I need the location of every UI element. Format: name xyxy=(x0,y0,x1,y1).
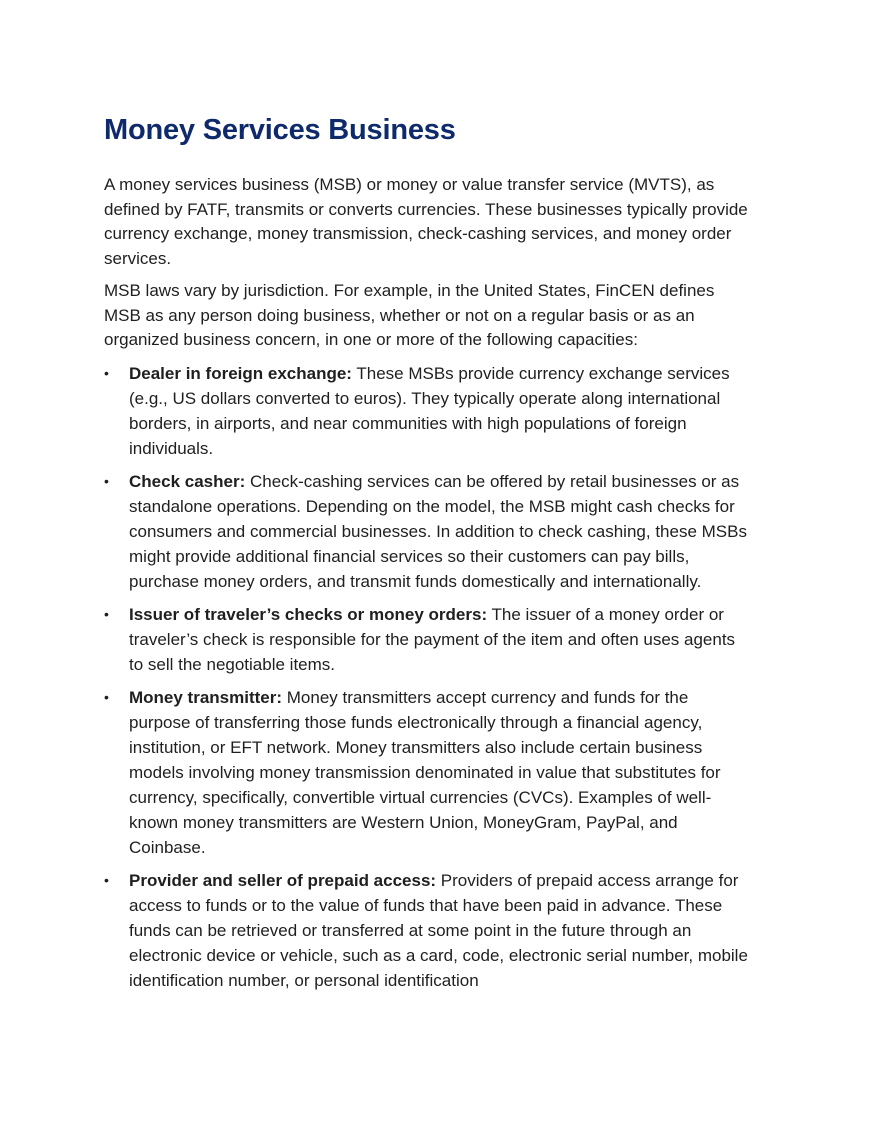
list-item-text: Check-cashing services can be offered by retail businesses or as standalone operations. Depending on the model, the MSB might cash checks for consumers and commercial businesses. In addition to check cashing, these MSBs might provide additional financial services so their customers can pay bills, purchase money orders, and transmit funds domestically and internationally. xyxy=(129,471,747,591)
page-title: Money Services Business xyxy=(104,114,456,146)
list-item-text: These MSBs provide currency exchange services (e.g., US dollars converted to euros). They typically operate along international borders, in airports, and near communities with high populations of foreign individuals. xyxy=(129,363,730,458)
bullet-icon: • xyxy=(104,605,109,622)
list-item-term: Check casher: xyxy=(129,471,246,491)
list-item-money-transmitter xyxy=(104,685,749,860)
list-item-issuer-travelers-checks xyxy=(104,602,749,677)
list-item-term: Issuer of traveler’s checks or money orders: xyxy=(129,604,488,624)
list-item-check-casher xyxy=(104,469,749,594)
msb-capacities-list xyxy=(104,361,749,993)
list-item-term: Dealer in foreign exchange: xyxy=(129,363,352,383)
jurisdiction-paragraph: MSB laws vary by jurisdiction. For example, in the United States, FinCEN defines MSB as any person doing business, whether or not on a regular basis or as an organized business concern, in one or more of the following capacities: xyxy=(104,281,715,349)
list-item-prepaid-access xyxy=(104,868,749,993)
list-item-term: Provider and seller of prepaid access: xyxy=(129,870,437,890)
list-item-dealer-foreign-exchange xyxy=(104,361,749,461)
list-item-text: Providers of prepaid access arrange for access to funds or to the value of funds that have been paid in advance. These funds can be retrieved or transferred at some point in the future through an electronic device or vehicle, such as a card, code, electronic serial number, mobile identification number, or personal identification xyxy=(129,870,748,990)
bullet-icon: • xyxy=(104,871,109,888)
list-item-text: Money transmitters accept currency and funds for the purpose of transferring those funds electronically through a financial agency, institution, or EFT network. Money transmitters also include certain business models involving money transmission denominated in value that substitutes for currency, specifically, convertible virtual currencies (CVCs). Examples of well-known money transmitters are Western Union, MoneyGram, PayPal, and Coinbase. xyxy=(129,687,721,857)
bullet-icon: • xyxy=(104,364,109,381)
intro-paragraph: A money services business (MSB) or money or value transfer service (MVTS), as defined by FATF, transmits or converts currencies. These businesses typically provide currency exchange, money transmission, check-cashing services, and money order services. xyxy=(104,175,748,268)
bullet-icon: • xyxy=(104,688,109,705)
list-item-term: Money transmitter: xyxy=(129,687,283,707)
list-item-text: The issuer of a money order or traveler’s check is responsible for the payment of the item and often uses agents to sell the negotiable items. xyxy=(129,604,736,674)
document-page xyxy=(104,108,749,1001)
bullet-icon: • xyxy=(104,472,109,489)
